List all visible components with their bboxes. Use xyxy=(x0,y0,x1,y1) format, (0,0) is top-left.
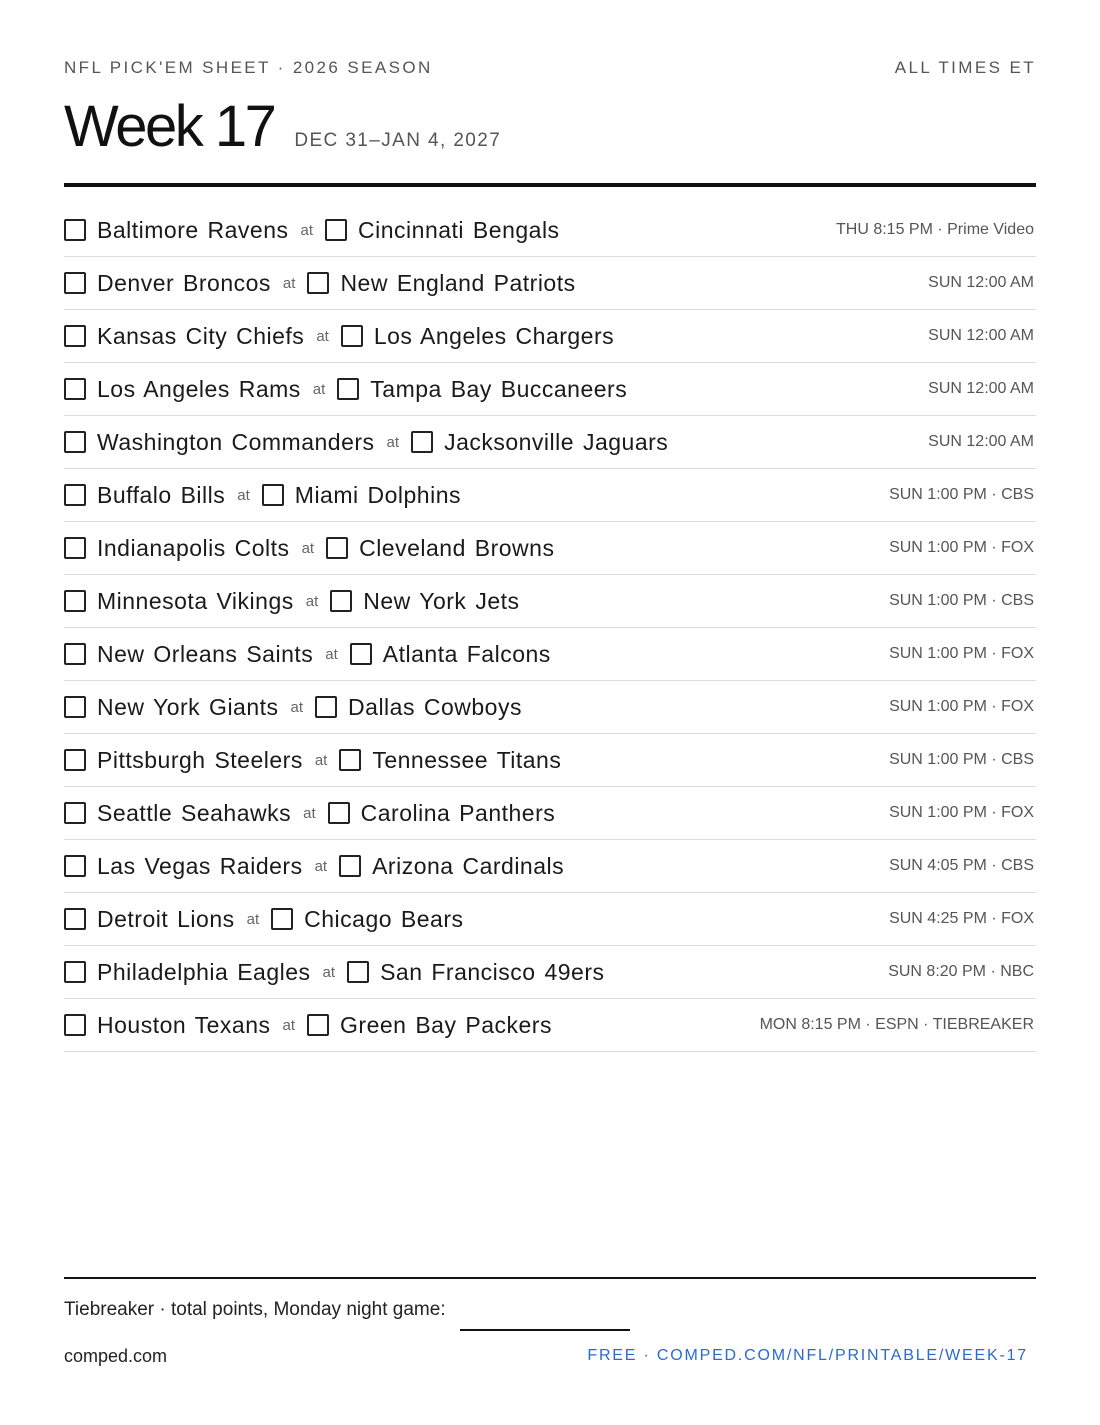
game-row xyxy=(64,257,1036,310)
away-team-name: Pittsburgh Steelers xyxy=(97,746,303,773)
home-team-name: Carolina Panthers xyxy=(360,799,556,826)
away-team-name: Minnesota Vikings xyxy=(97,587,294,614)
away-team-name: Houston Texans xyxy=(97,1011,271,1038)
game-row xyxy=(64,946,1036,999)
home-team[interactable] xyxy=(271,906,463,933)
away-team[interactable] xyxy=(64,588,294,615)
away-team-name: Denver Broncos xyxy=(97,269,271,296)
home-team[interactable] xyxy=(337,376,627,403)
game-time-network: SUN 8:20 PM · NBC xyxy=(888,963,1034,980)
game-time-network: SUN 1:00 PM · FOX xyxy=(889,645,1034,662)
away-team[interactable] xyxy=(64,270,271,297)
away-team[interactable] xyxy=(64,217,289,244)
home-team[interactable] xyxy=(307,270,575,297)
away-team[interactable] xyxy=(64,747,303,774)
away-pick-checkbox[interactable] xyxy=(64,378,86,400)
at-label: at xyxy=(322,963,336,981)
game-row xyxy=(64,787,1036,840)
at-label: at xyxy=(237,486,250,504)
away-pick-checkbox[interactable] xyxy=(64,855,86,877)
away-team-name: Las Vegas Raiders xyxy=(97,852,303,879)
away-pick-checkbox[interactable] xyxy=(64,590,86,612)
tiebreaker-label: Tiebreaker · total points, Monday night game: xyxy=(64,1299,446,1320)
home-pick-checkbox[interactable] xyxy=(328,802,350,824)
home-pick-checkbox[interactable] xyxy=(411,431,433,453)
game-time-network: SUN 1:00 PM · CBS xyxy=(889,751,1034,768)
away-pick-checkbox[interactable] xyxy=(64,219,86,241)
away-team[interactable] xyxy=(64,1012,271,1039)
top-meta xyxy=(64,58,1036,78)
game-time-network: SUN 12:00 AM xyxy=(928,433,1034,450)
game-row xyxy=(64,363,1036,416)
game-row xyxy=(64,734,1036,787)
page-title: Week 17 xyxy=(64,94,275,159)
home-pick-checkbox[interactable] xyxy=(350,643,372,665)
home-team-name: Dallas Cowboys xyxy=(348,693,522,720)
away-team-name: Kansas City Chiefs xyxy=(97,322,305,349)
home-team-name: Miami Dolphins xyxy=(294,481,461,508)
home-team[interactable] xyxy=(350,641,551,668)
home-pick-checkbox[interactable] xyxy=(262,484,284,506)
home-team-name: New England Patriots xyxy=(340,269,576,296)
away-pick-checkbox[interactable] xyxy=(64,325,86,347)
home-team[interactable] xyxy=(411,429,668,456)
game-time-network: SUN 12:00 AM xyxy=(928,274,1034,291)
away-team[interactable] xyxy=(64,323,304,350)
game-time-network: THU 8:15 PM · Prime Video xyxy=(836,221,1034,238)
home-team[interactable] xyxy=(325,217,560,244)
game-row xyxy=(64,893,1036,946)
printable-link[interactable]: FREE · COMPED.COM/NFL/PRINTABLE/WEEK-17 xyxy=(587,1347,1028,1364)
home-pick-checkbox[interactable] xyxy=(341,325,363,347)
at-label: at xyxy=(246,910,260,928)
game-row xyxy=(64,628,1036,681)
away-team[interactable] xyxy=(64,641,313,668)
sheet-label: NFL PICK'EM SHEET · 2026 SEASON xyxy=(64,58,433,77)
away-pick-checkbox[interactable] xyxy=(64,272,86,294)
home-pick-checkbox[interactable] xyxy=(330,590,352,612)
home-team-name: Cincinnati Bengals xyxy=(358,216,560,243)
away-pick-checkbox[interactable] xyxy=(64,431,86,453)
away-team-name: Buffalo Bills xyxy=(97,481,226,508)
at-label: at xyxy=(290,698,304,716)
site-name: comped.com xyxy=(64,1346,168,1366)
away-team[interactable] xyxy=(64,535,290,562)
game-time-network: SUN 1:00 PM · FOX xyxy=(889,698,1034,715)
away-team-name: Detroit Lions xyxy=(97,905,235,932)
away-pick-checkbox[interactable] xyxy=(64,749,86,771)
tiebreaker-input-line[interactable] xyxy=(460,1329,630,1331)
away-team[interactable] xyxy=(64,482,225,509)
at-label: at xyxy=(282,274,296,292)
away-team[interactable] xyxy=(64,376,301,403)
title-row xyxy=(64,92,501,162)
home-team[interactable] xyxy=(347,959,604,986)
game-row xyxy=(64,416,1036,469)
away-team[interactable] xyxy=(64,853,303,880)
home-pick-checkbox[interactable] xyxy=(307,1014,329,1036)
date-range: DEC 31–JAN 4, 2027 xyxy=(294,130,502,151)
home-pick-checkbox[interactable] xyxy=(339,749,361,771)
at-label: at xyxy=(303,804,316,822)
home-pick-checkbox[interactable] xyxy=(271,908,293,930)
home-pick-checkbox[interactable] xyxy=(339,855,361,877)
away-team-name: Seattle Seahawks xyxy=(97,799,292,826)
away-pick-checkbox[interactable] xyxy=(64,643,86,665)
home-pick-checkbox[interactable] xyxy=(315,696,337,718)
away-team-name: Philadelphia Eagles xyxy=(97,958,311,985)
game-time-network: SUN 4:25 PM · FOX xyxy=(889,910,1034,927)
game-row xyxy=(64,469,1036,522)
home-team[interactable] xyxy=(307,1012,552,1039)
away-team[interactable] xyxy=(64,959,311,986)
home-team[interactable] xyxy=(339,747,561,774)
at-label: at xyxy=(325,645,338,663)
home-team[interactable] xyxy=(341,323,614,350)
home-team-name: Los Angeles Chargers xyxy=(373,322,615,349)
home-team[interactable] xyxy=(315,694,522,721)
home-team-name: New York Jets xyxy=(363,587,520,614)
header-divider xyxy=(64,183,1036,187)
game-row xyxy=(64,681,1036,734)
timezone-note: ALL TIMES ET xyxy=(894,58,1036,77)
away-pick-checkbox[interactable] xyxy=(64,908,86,930)
game-time-network: SUN 1:00 PM · FOX xyxy=(889,804,1034,821)
away-team[interactable] xyxy=(64,906,235,933)
away-team-name: Indianapolis Colts xyxy=(97,534,290,561)
away-pick-checkbox[interactable] xyxy=(64,1014,86,1036)
home-team-name: Tennessee Titans xyxy=(372,746,562,773)
home-pick-checkbox[interactable] xyxy=(337,378,359,400)
home-pick-checkbox[interactable] xyxy=(347,961,369,983)
home-team-name: Cleveland Browns xyxy=(359,534,555,561)
home-team-name: San Francisco 49ers xyxy=(380,958,605,985)
game-time-network: SUN 4:05 PM · CBS xyxy=(889,857,1034,874)
games-list xyxy=(64,204,1036,1052)
home-pick-checkbox[interactable] xyxy=(326,537,348,559)
away-team-name: New Orleans Saints xyxy=(97,640,314,667)
at-label: at xyxy=(314,751,328,769)
footer-divider xyxy=(64,1277,1036,1279)
game-time-network: SUN 1:00 PM · FOX xyxy=(889,539,1034,556)
game-row xyxy=(64,575,1036,628)
game-row xyxy=(64,522,1036,575)
home-team[interactable] xyxy=(262,482,461,509)
home-team[interactable] xyxy=(328,800,556,827)
home-team-name: Arizona Cardinals xyxy=(372,852,565,879)
at-label: at xyxy=(300,221,314,239)
tiebreaker xyxy=(64,1299,630,1321)
home-pick-checkbox[interactable] xyxy=(307,272,329,294)
away-pick-checkbox[interactable] xyxy=(64,484,86,506)
home-team-name: Chicago Bears xyxy=(304,905,464,932)
away-team[interactable] xyxy=(64,429,375,456)
home-pick-checkbox[interactable] xyxy=(325,219,347,241)
away-pick-checkbox[interactable] xyxy=(64,537,86,559)
home-team[interactable] xyxy=(326,535,554,562)
game-time-network: SUN 12:00 AM xyxy=(928,380,1034,397)
at-label: at xyxy=(282,1016,296,1034)
game-time-network: SUN 1:00 PM · CBS xyxy=(889,592,1034,609)
home-team[interactable] xyxy=(339,853,564,880)
home-team-name: Tampa Bay Buccaneers xyxy=(370,375,628,402)
home-team-name: Atlanta Falcons xyxy=(382,640,551,667)
at-label: at xyxy=(316,327,329,345)
game-time-network: SUN 12:00 AM xyxy=(928,327,1034,344)
home-team[interactable] xyxy=(330,588,519,615)
at-label: at xyxy=(386,433,400,451)
at-label: at xyxy=(314,857,328,875)
away-team-name: New York Giants xyxy=(97,693,279,720)
away-team-name: Baltimore Ravens xyxy=(97,216,289,243)
game-row xyxy=(64,999,1036,1052)
home-team-name: Jacksonville Jaguars xyxy=(444,428,669,455)
away-team[interactable] xyxy=(64,800,291,827)
game-row xyxy=(64,840,1036,893)
at-label: at xyxy=(301,539,315,557)
away-team-name: Washington Commanders xyxy=(97,428,375,455)
game-row xyxy=(64,204,1036,257)
away-pick-checkbox[interactable] xyxy=(64,961,86,983)
away-team[interactable] xyxy=(64,694,279,721)
away-pick-checkbox[interactable] xyxy=(64,696,86,718)
at-label: at xyxy=(305,592,319,610)
game-time-network: SUN 1:00 PM · CBS xyxy=(889,486,1034,503)
away-team-name: Los Angeles Rams xyxy=(97,375,301,402)
game-row xyxy=(64,310,1036,363)
away-pick-checkbox[interactable] xyxy=(64,802,86,824)
home-team-name: Green Bay Packers xyxy=(340,1011,552,1038)
at-label: at xyxy=(312,380,326,398)
game-time-network: MON 8:15 PM · ESPN · TIEBREAKER xyxy=(759,1016,1034,1033)
